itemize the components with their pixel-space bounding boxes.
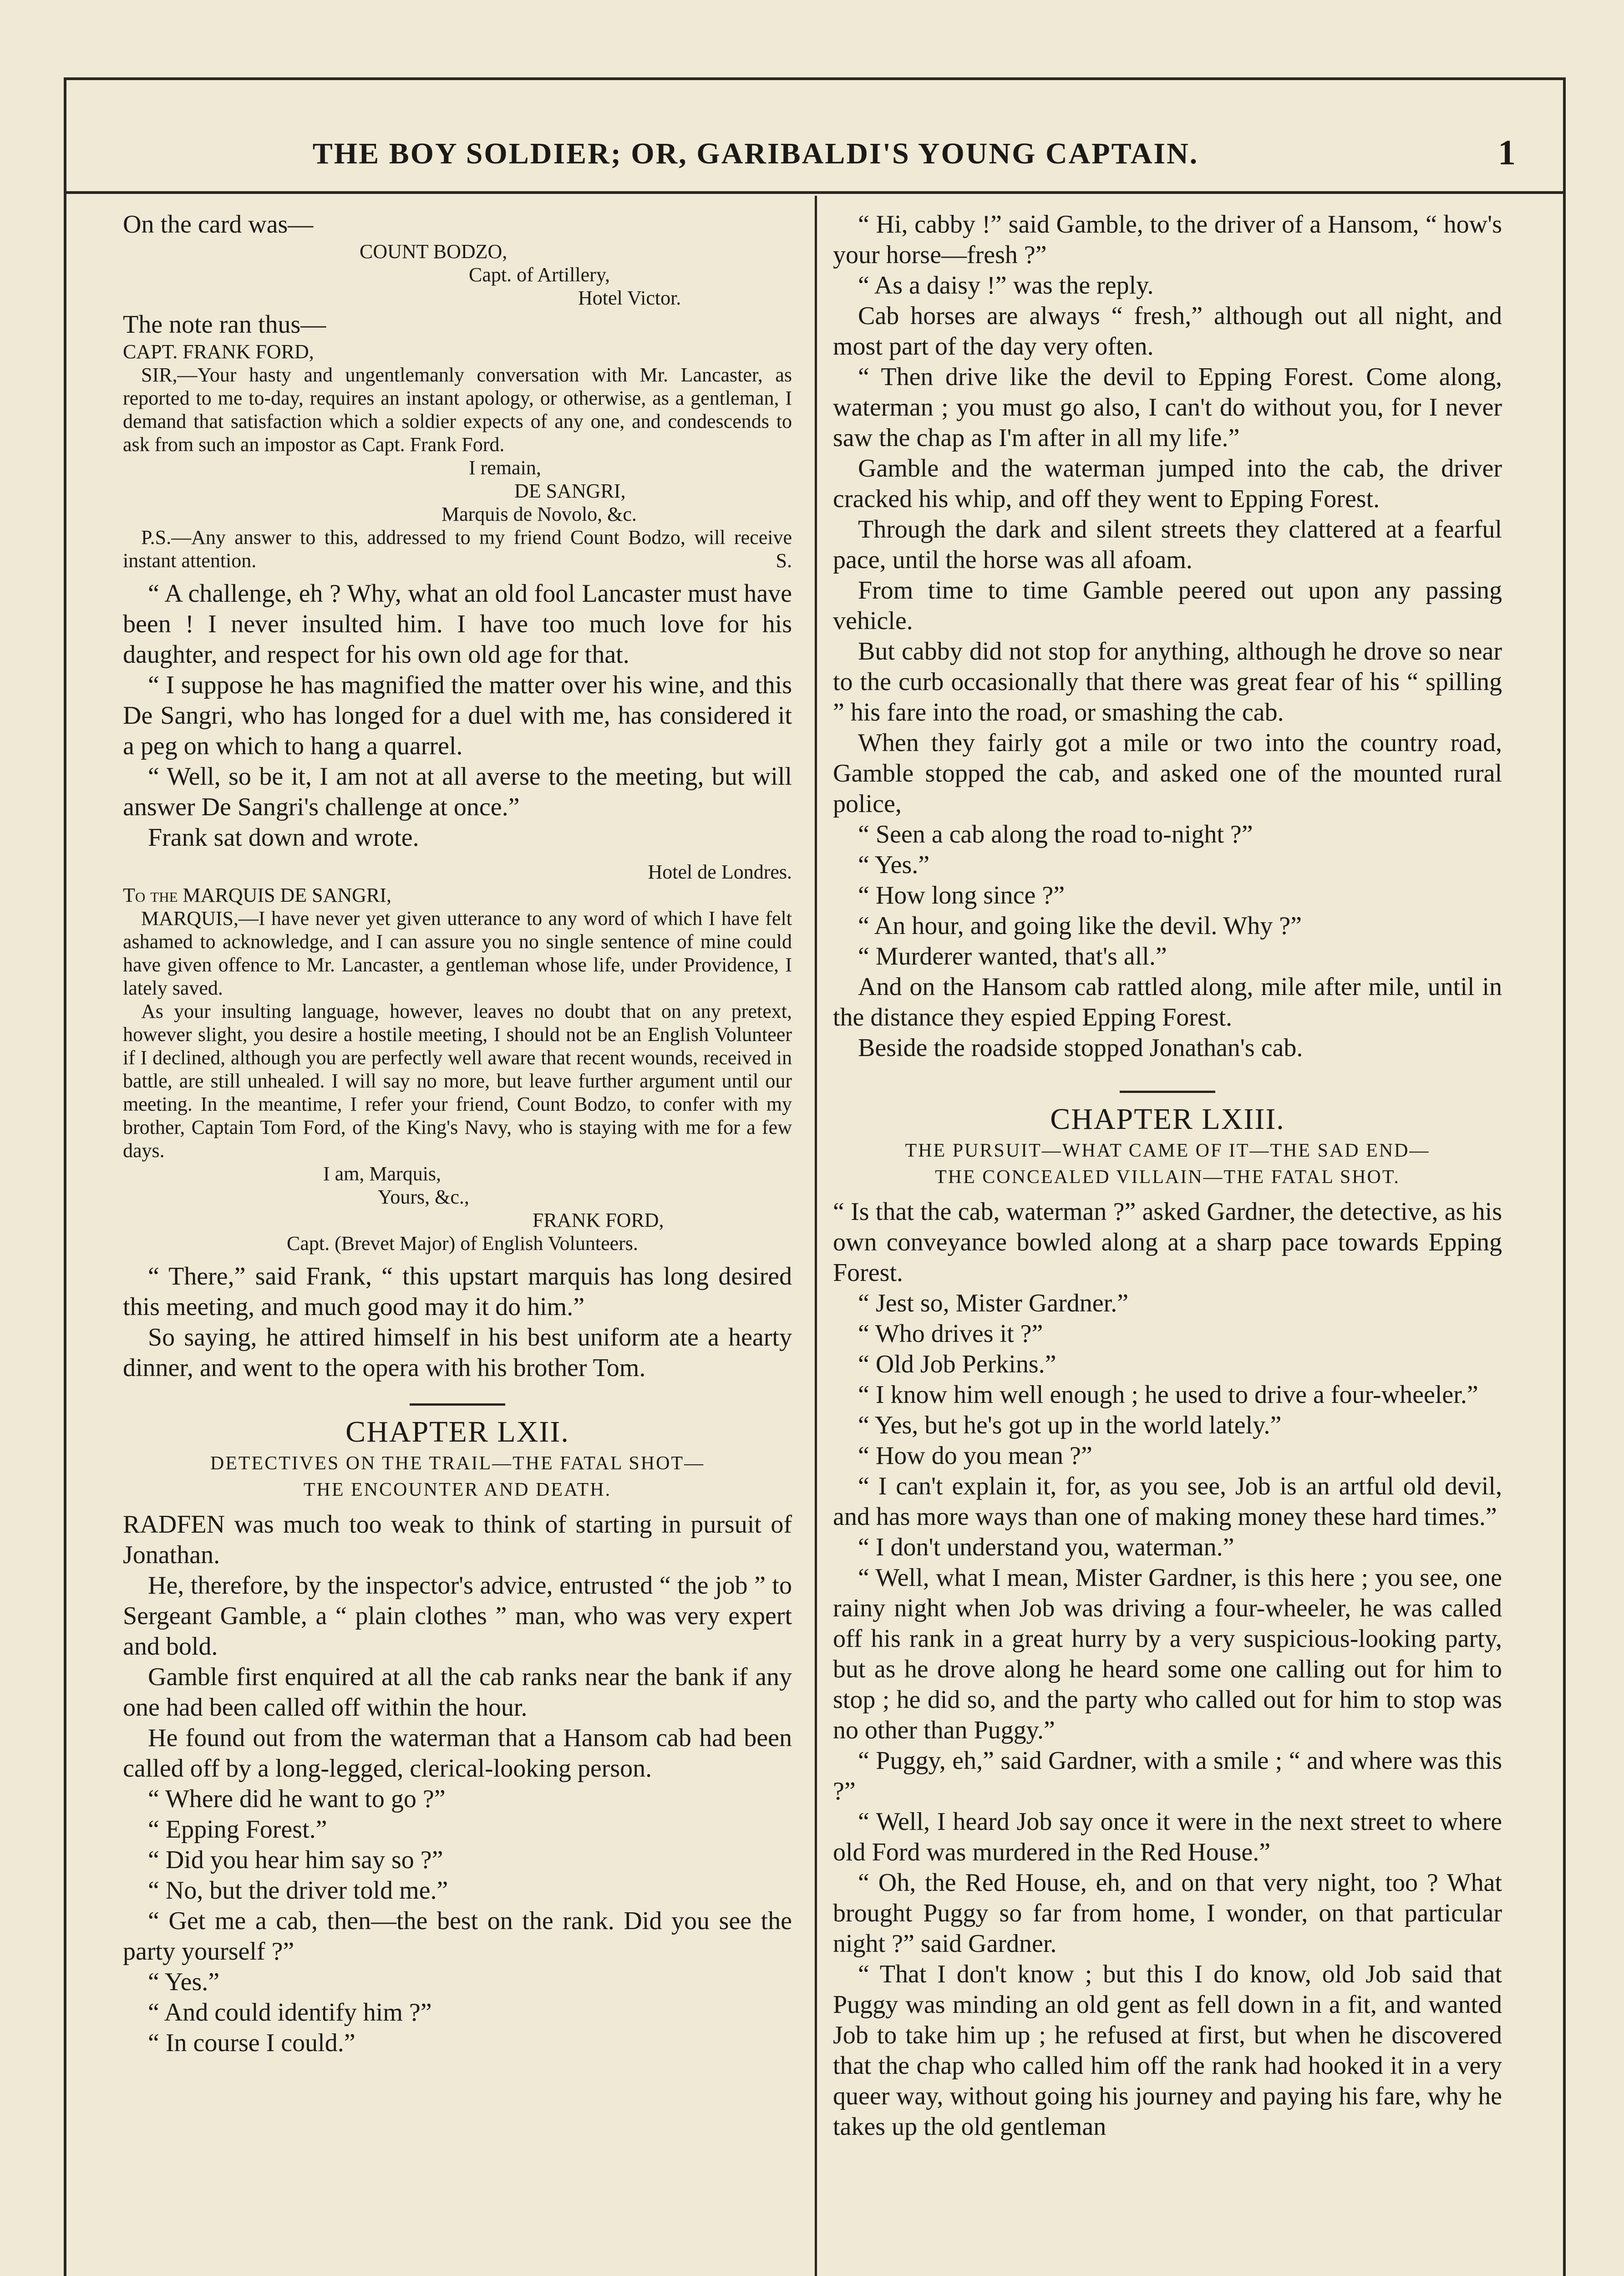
note-intro: The note ran thus—: [123, 310, 326, 339]
chapter-subtitle: [833, 1138, 1502, 1190]
paragraph: “ Hi, cabby !” said Gamble, to the driver of a Hansom, “ how's your horse—fresh ?”: [833, 210, 1502, 269]
running-title: THE BOY SOLDIER; OR, GARIBALDI'S YOUNG CAPTAIN.: [312, 137, 1199, 170]
paragraph: “ Well, so be it, I am not at all averse to the meeting, but will answer De Sangri's challenge at once.”: [123, 762, 792, 821]
paragraph: From time to time Gamble peered out upon any passing vehicle.: [833, 576, 1502, 635]
chapter-subtitle-line: THE CONCEALED VILLAIN—THE FATAL SHOT.: [935, 1167, 1400, 1188]
paragraph: Gamble and the waterman jumped into the cab, the driver cracked his whip, and off they went to Epping Forest.: [833, 454, 1502, 513]
paragraph: “ Oh, the Red House, eh, and on that very night, too ? What brought Puggy so far from home, I wonder, on that particular night ?” said Gardner.: [833, 1869, 1502, 1958]
paragraph: “ An hour, and going like the devil. Why ?”: [858, 912, 1302, 940]
note-ps-initial: S.: [776, 549, 792, 572]
running-head: [73, 132, 1561, 182]
paragraph: Gamble first enquired at all the cab ranks near the bank if any one had been called off within the hour.: [123, 1663, 792, 1722]
paragraph: “ I don't understand you, waterman.”: [858, 1533, 1234, 1561]
paragraph: “ Jest so, Mister Gardner.”: [858, 1289, 1129, 1317]
paragraph: “ A challenge, eh ? Why, what an old fool Lancaster must have been ! I never insulted him. I have too much love for his daughter, and respect for his own old age for that.: [123, 579, 792, 669]
reply-paragraph: MARQUIS,—I have never yet given utterance to any word of which I have felt ashamed to acknowledge, and I can assure you no single sentence of mine could have given offence to Mr. Lancaster, a gentleman whose life, under Providence, I lately saved.: [123, 907, 792, 999]
note-addressee: CAPT. FRANK FORD,: [123, 340, 314, 363]
header-rule: [64, 191, 1566, 194]
paragraph: “ Where did he want to go ?”: [148, 1785, 446, 1813]
chapter-title: CHAPTER LXIII.: [1050, 1102, 1285, 1136]
paragraph: “ Is that the cab, waterman ?” asked Gardner, the detective, as his own conveyance bowled along at a sharp pace towards Epping Forest.: [833, 1198, 1502, 1287]
chapter-subtitle-line: DETECTIVES ON THE TRAIL—THE FATAL SHOT—: [210, 1453, 705, 1474]
left-column: [123, 209, 792, 2276]
paragraph: “ Then drive like the devil to Epping Forest. Come along, waterman ; you must go also, I can't do without you, for I never saw the chap as I'm after in all my life.”: [833, 363, 1502, 452]
card-intro: On the card was—: [123, 210, 314, 239]
note-ps-text: P.S.—Any answer to this, addressed to my friend Count Bodzo, will receive instant attention.: [123, 526, 792, 572]
paragraph: He, therefore, by the inspector's advice, entrusted “ the job ” to Sergeant Gamble, a “ plain clothes ” man, who was very expert and bold.: [123, 1571, 792, 1661]
paragraph: “ Well, I heard Job say once it were in the next street to where old Ford was murdered in the Red House.”: [833, 1808, 1502, 1866]
paragraph: “ Get me a cab, then—the best on the rank. Did you see the party yourself ?”: [123, 1907, 792, 1966]
paragraph: “ Yes.”: [148, 1968, 220, 1996]
paragraph: “ Old Job Perkins.”: [858, 1350, 1056, 1378]
paragraph: “ I suppose he has magnified the matter over his wine, and this De Sangri, who has longed for a duel with me, has considered it a peg on which to hang a quarrel.: [123, 671, 792, 760]
reply-paragraph: As your insulting language, however, leaves no doubt that on any pretext, however slight, you desire a hostile meeting, I should not be an English Volunteer if I declined, although you are perfectly well aware that recent wounds, received in battle, are still unhealed. I will say no more, but leave further argument until our meeting. In the meantime, I refer your friend, Count Bodzo, to confer with my brother, Captain Tom Ford, of the King's Navy, who is staying with me for a few days.: [123, 1000, 792, 1162]
card-rank: Capt. of Artillery,: [469, 264, 610, 286]
paragraph: Cab horses are always “ fresh,” although out all night, and most part of the day very often.: [833, 302, 1502, 361]
section-separator: [410, 1403, 505, 1406]
paragraph: “ Yes, but he's got up in the world lately.”: [858, 1411, 1282, 1439]
paragraph: “ I know him well enough ; he used to drive a four-wheeler.”: [858, 1381, 1478, 1409]
note-postscript: [123, 526, 792, 572]
paragraph: “ Who drives it ?”: [858, 1320, 1043, 1348]
reply-signer-title: Capt. (Brevet Major) of English Volunteers.: [287, 1232, 638, 1255]
reply-yours: Yours, &c.,: [378, 1186, 469, 1208]
top-rule: [64, 77, 1566, 80]
paragraph: And on the Hansom cab rattled along, mile after mile, until in the distance they espied Epping Forest.: [833, 973, 1502, 1031]
chapter-title: CHAPTER LXII.: [345, 1415, 569, 1448]
paragraph: When they fairly got a mile or two into the country road, Gamble stopped the cab, and asked one of the mounted rural police,: [833, 729, 1502, 818]
paragraph: “ I can't explain it, for, as you see, Job is an artful old devil, and has more ways than one of making money these hard times.”: [833, 1472, 1502, 1531]
paragraph: Beside the roadside stopped Jonathan's cab.: [858, 1034, 1303, 1062]
note-signer-title: Marquis de Novolo, &c.: [442, 503, 637, 525]
note-body: SIR,—Your hasty and ungentlemanly conversation with Mr. Lancaster, as reported to me to-day, requires an instant apology, or otherwise, as a gentleman, I demand that satisfaction which a soldier expects of any one, and condescends to ask from such an impostor as Capt. Frank Ford.: [123, 364, 792, 456]
paragraph: “ As a daisy !” was the reply.: [858, 271, 1154, 300]
paragraph: “ Yes.”: [858, 851, 930, 879]
note-signature: DE SANGRI,: [514, 480, 626, 502]
paragraph: But cabby did not stop for anything, although he drove so near to the curb occasionally that there was great fear of his “ spilling ” his fare into the road, or smashing the cab.: [833, 637, 1502, 726]
section-separator: [1120, 1091, 1215, 1093]
reply-signature: FRANK FORD,: [533, 1209, 664, 1231]
paragraph: RADFEN was much too weak to think of starting in pursuit of Jonathan.: [123, 1510, 792, 1569]
paragraph: He found out from the waterman that a Hansom cab had been called off by a long-legged, clerical-looking person.: [123, 1724, 792, 1783]
paragraph: “ No, but the driver told me.”: [148, 1876, 448, 1905]
paragraph: “ In course I could.”: [148, 2029, 355, 2057]
paragraph: “ Puggy, eh,” said Gardner, with a smile ; “ and where was this ?”: [833, 1747, 1502, 1805]
reply-letter: [123, 860, 792, 1255]
reply-close: I am, Marquis,: [323, 1163, 442, 1185]
page-number: 1: [1498, 132, 1516, 172]
paragraph: “ That I don't know ; but this I do know, old Job said that Puggy was minding an old gent as fell down in a fit, and wanted Job to take him up ; he refused at first, but when he discovered that the chap who called him off the rank had hooked it in a very queer way, without going his journey and paying his fare, why he takes up the old gentleman: [833, 1960, 1502, 2141]
paragraph: Through the dark and silent streets they clattered at a fearful pace, until the horse was all afoam.: [833, 515, 1502, 574]
paragraph: So saying, he attired himself in his best uniform ate a hearty dinner, and went to the opera with his brother Tom.: [123, 1323, 792, 1382]
card-hotel: Hotel Victor.: [578, 287, 681, 309]
calling-card: [123, 240, 792, 310]
card-name: COUNT BODZO,: [360, 240, 508, 263]
paragraph: “ Did you hear him say so ?”: [148, 1846, 443, 1874]
paragraph: “ Epping Forest.”: [148, 1815, 327, 1844]
paragraph: “ How long since ?”: [858, 881, 1065, 909]
challenge-note: [123, 340, 792, 572]
reply-addressee: To the MARQUIS DE SANGRI,: [123, 884, 391, 906]
paragraph: “ There,” said Frank, “ this upstart marquis has long desired this meeting, and much good may it do him.”: [123, 1262, 792, 1321]
paragraph: “ And could identify him ?”: [148, 1998, 432, 2027]
column-rule: [815, 196, 817, 2276]
paragraph: “ Murderer wanted, that's all.”: [858, 942, 1167, 970]
paragraph: Frank sat down and wrote.: [148, 823, 419, 852]
paragraph: “ Seen a cab along the road to-night ?”: [858, 820, 1253, 848]
paragraph: “ How do you mean ?”: [858, 1442, 1092, 1470]
right-column: [833, 209, 1502, 2276]
reply-hotel: Hotel de Londres.: [648, 861, 792, 883]
chapter-subtitle-line: THE PURSUIT—WHAT CAME OF IT—THE SAD END—: [905, 1140, 1430, 1161]
note-remain: I remain,: [469, 457, 541, 479]
chapter-subtitle: [123, 1450, 792, 1503]
paragraph: “ Well, what I mean, Mister Gardner, is this here ; you see, one rainy night when Job was driving a four-wheeler, he was called off his rank in a great hurry by a very suspicious-looking party, but as he drove along he heard some one calling out for him to stop ; he did so, and the party who called out for him to stop was no other than Puggy.”: [833, 1564, 1502, 1744]
chapter-subtitle-line: THE ENCOUNTER AND DEATH.: [303, 1479, 612, 1500]
